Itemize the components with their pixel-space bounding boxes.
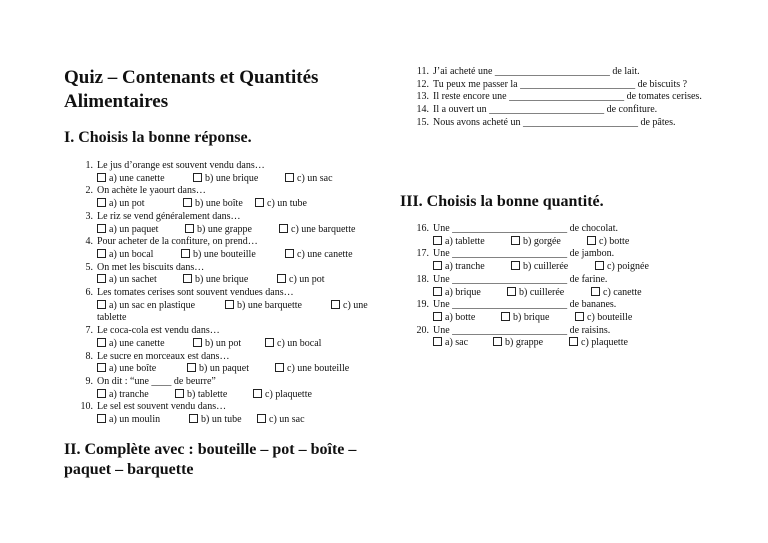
option-label: b) brique xyxy=(513,311,550,323)
option-label: a) une canette xyxy=(109,172,165,184)
fill-in-text[interactable]: Tu peux me passer la _______________________ de biscuits ? xyxy=(433,78,688,90)
answer-option[interactable] xyxy=(225,300,331,313)
option-label: c) botte xyxy=(599,235,630,247)
checkbox-icon[interactable] xyxy=(595,261,604,270)
answer-option[interactable] xyxy=(183,274,277,287)
option-label: a) un bocal xyxy=(109,248,154,260)
checkbox-icon[interactable] xyxy=(331,300,340,309)
answer-options xyxy=(433,287,710,300)
option-label: b) une boîte xyxy=(195,198,243,210)
question-text: Les tomates cerises sont souvent vendues dans… xyxy=(97,287,294,299)
option-label: b) cuillerée xyxy=(519,286,565,298)
option-label: c) poignée xyxy=(607,261,649,273)
answer-options xyxy=(433,236,710,249)
question-number: 19. xyxy=(416,299,429,311)
option-label: c) plaquette xyxy=(265,388,312,400)
answer-option[interactable] xyxy=(97,414,189,427)
checkbox-icon[interactable] xyxy=(575,312,584,321)
answer-option[interactable] xyxy=(193,173,285,186)
answer-option[interactable] xyxy=(511,261,595,274)
answer-options xyxy=(97,300,374,325)
option-label: c) une bouteille xyxy=(287,363,350,375)
checkbox-icon[interactable] xyxy=(183,274,192,283)
option-label: a) un sac en plastique xyxy=(109,299,196,311)
question-number: 16. xyxy=(416,223,429,234)
checkbox-icon[interactable] xyxy=(97,300,106,309)
answer-option[interactable] xyxy=(97,198,183,211)
option-label: b) un paquet xyxy=(199,363,249,375)
checkbox-icon[interactable] xyxy=(193,173,202,182)
option-label: a) une canette xyxy=(109,337,165,349)
checkbox-icon[interactable] xyxy=(97,338,106,347)
checkbox-icon[interactable] xyxy=(185,224,194,233)
answer-option[interactable] xyxy=(253,389,333,402)
answer-option[interactable] xyxy=(507,287,591,300)
checkbox-icon[interactable] xyxy=(187,363,196,372)
checkbox-icon[interactable] xyxy=(257,414,266,423)
question-item xyxy=(64,325,374,350)
question-text: Une _______________________ de bananes. xyxy=(433,299,617,311)
question-number: 4. xyxy=(85,236,93,248)
answer-options xyxy=(97,338,374,351)
option-label: c) canette xyxy=(603,286,642,298)
checkbox-icon[interactable] xyxy=(433,312,442,321)
option-label: a) un sachet xyxy=(109,274,157,286)
question-number: 17. xyxy=(416,248,429,260)
answer-options xyxy=(97,173,374,186)
option-label: a) sac xyxy=(445,337,469,349)
option-label: b) cuillerée xyxy=(523,261,569,273)
question-item xyxy=(64,351,374,376)
checkbox-icon[interactable] xyxy=(285,249,294,258)
option-label: b) une bouteille xyxy=(193,248,256,260)
question-item xyxy=(64,185,374,210)
answer-option[interactable] xyxy=(285,249,365,262)
question-number: 20. xyxy=(416,324,429,336)
option-label: b) gorgée xyxy=(523,235,561,247)
option-label: c) un tube xyxy=(267,198,307,210)
checkbox-icon[interactable] xyxy=(277,274,286,283)
item-number: 15. xyxy=(416,116,429,128)
page-title: Quiz – Contenants et Quantités Alimentaires xyxy=(64,67,319,112)
checkbox-icon[interactable] xyxy=(193,338,202,347)
fill-in-item xyxy=(400,91,710,104)
question-number: 5. xyxy=(85,261,93,273)
question-text: On met les biscuits dans… xyxy=(97,261,205,273)
item-number: 12. xyxy=(416,78,429,90)
question-item xyxy=(64,160,374,185)
fill-in-item xyxy=(400,104,710,117)
option-label: c) un bocal xyxy=(277,337,322,349)
answer-option[interactable] xyxy=(279,224,369,237)
question-item xyxy=(400,223,710,248)
option-label: b) une grappe xyxy=(197,223,252,235)
question-text: Le riz se vend généralement dans… xyxy=(97,210,241,222)
answer-options xyxy=(97,363,374,376)
question-number: 10. xyxy=(80,401,93,413)
answer-option[interactable] xyxy=(285,173,355,186)
answer-option[interactable] xyxy=(569,337,639,350)
section3-heading: III. Choisis la bonne quantité. xyxy=(400,193,604,210)
option-label: a) brique xyxy=(445,286,481,298)
answer-option[interactable] xyxy=(185,224,279,237)
answer-option[interactable] xyxy=(97,363,187,376)
checkbox-icon[interactable] xyxy=(591,287,600,296)
answer-option[interactable] xyxy=(97,249,181,262)
question-item xyxy=(400,274,710,299)
answer-option[interactable] xyxy=(193,338,265,351)
answer-option[interactable] xyxy=(511,236,587,249)
answer-option[interactable] xyxy=(181,249,285,262)
answer-option[interactable] xyxy=(97,338,193,351)
checkbox-icon[interactable] xyxy=(97,274,106,283)
question-item xyxy=(400,248,710,273)
checkbox-icon[interactable] xyxy=(97,173,106,182)
answer-option[interactable] xyxy=(175,389,253,402)
question-text: Le sel est souvent vendu dans… xyxy=(97,401,227,413)
question-item xyxy=(400,299,710,324)
question-text: Une _______________________ de jambon. xyxy=(433,248,615,260)
answer-options xyxy=(97,414,374,427)
checkbox-icon[interactable] xyxy=(265,338,274,347)
checkbox-icon[interactable] xyxy=(501,312,510,321)
question-item xyxy=(64,211,374,236)
option-label: c) un sac xyxy=(269,414,305,426)
answer-option[interactable] xyxy=(275,363,365,376)
checkbox-icon[interactable] xyxy=(433,337,442,346)
answer-options xyxy=(433,337,710,350)
answer-option[interactable] xyxy=(189,414,257,427)
checkbox-icon[interactable] xyxy=(511,236,520,245)
section1-heading: I. Choisis la bonne réponse. xyxy=(64,129,252,146)
question-text: Pour acheter de la confiture, on prend… xyxy=(97,236,258,248)
answer-option[interactable] xyxy=(591,287,651,300)
option-label: c) bouteille xyxy=(587,311,633,323)
checkbox-icon[interactable] xyxy=(255,198,264,207)
option-label: c) un pot xyxy=(289,274,325,286)
answer-option[interactable] xyxy=(97,224,185,237)
checkbox-icon[interactable] xyxy=(511,261,520,270)
checkbox-icon[interactable] xyxy=(97,224,106,233)
question-text: Une _______________________ de chocolat. xyxy=(433,223,618,234)
answer-option[interactable] xyxy=(277,274,337,287)
answer-option[interactable] xyxy=(433,312,501,325)
answer-options xyxy=(97,224,374,237)
section3-question-list xyxy=(400,223,710,350)
question-text: Le sucre en morceaux est dans… xyxy=(97,350,230,362)
answer-option[interactable] xyxy=(187,363,275,376)
checkbox-icon[interactable] xyxy=(97,414,106,423)
checkbox-icon[interactable] xyxy=(433,236,442,245)
question-item xyxy=(64,376,374,401)
option-label: a) un moulin xyxy=(109,414,161,426)
checkbox-icon[interactable] xyxy=(97,198,106,207)
answer-options xyxy=(97,274,374,287)
answer-option[interactable] xyxy=(183,198,255,211)
question-text: On achète le yaourt dans… xyxy=(97,185,206,197)
option-label: a) un paquet xyxy=(109,223,159,235)
option-label: b) tablette xyxy=(187,388,228,400)
question-item xyxy=(64,287,374,325)
section2-heading: II. Complète avec : bouteille – pot – boîte – paquet – barquette xyxy=(64,441,357,478)
question-number: 1. xyxy=(85,160,93,171)
fill-in-text[interactable]: Nous avons acheté un _______________________ de pâtes. xyxy=(433,116,676,128)
question-number: 9. xyxy=(85,375,93,387)
answer-options xyxy=(97,198,374,211)
answer-options xyxy=(97,249,374,262)
question-item xyxy=(64,236,374,261)
option-label: c) plaquette xyxy=(581,337,628,349)
checkbox-icon[interactable] xyxy=(285,173,294,182)
question-number: 6. xyxy=(85,287,93,299)
checkbox-icon[interactable] xyxy=(433,287,442,296)
item-number: 13. xyxy=(416,91,429,103)
answer-option[interactable] xyxy=(97,274,183,287)
checkbox-icon[interactable] xyxy=(183,198,192,207)
answer-option[interactable] xyxy=(493,337,569,350)
option-label: a) tablette xyxy=(445,235,485,247)
checkbox-icon[interactable] xyxy=(225,300,234,309)
answer-option[interactable] xyxy=(265,338,335,351)
question-text: Une _______________________ de farine. xyxy=(433,273,608,285)
question-number: 3. xyxy=(85,210,93,222)
item-number: 11. xyxy=(416,66,429,77)
question-text: Le jus d’orange est souvent vendu dans… xyxy=(97,160,265,171)
question-number: 7. xyxy=(85,325,93,337)
answer-option[interactable] xyxy=(97,300,225,313)
checkbox-icon[interactable] xyxy=(569,337,578,346)
checkbox-icon[interactable] xyxy=(433,261,442,270)
checkbox-icon[interactable] xyxy=(253,389,262,398)
option-label: c) une tablette xyxy=(97,299,368,324)
checkbox-icon[interactable] xyxy=(279,224,288,233)
checkbox-icon[interactable] xyxy=(97,249,106,258)
item-number: 14. xyxy=(416,104,429,116)
fill-in-item xyxy=(400,66,710,79)
option-label: a) une boîte xyxy=(109,363,157,375)
option-label: b) une brique xyxy=(195,274,249,286)
option-label: a) un pot xyxy=(109,198,145,210)
section2-item-list xyxy=(400,66,710,130)
question-item xyxy=(64,401,374,426)
option-label: b) grappe xyxy=(505,337,544,349)
question-number: 2. xyxy=(85,185,93,197)
checkbox-icon[interactable] xyxy=(97,389,106,398)
answer-option[interactable] xyxy=(255,198,315,211)
question-item xyxy=(64,262,374,287)
question-text: On dit : “une ____ de beurre” xyxy=(97,375,216,387)
answer-options xyxy=(433,312,710,325)
section1-question-list xyxy=(64,160,374,427)
checkbox-icon[interactable] xyxy=(587,236,596,245)
answer-option[interactable] xyxy=(433,236,511,249)
question-number: 8. xyxy=(85,350,93,362)
option-label: a) botte xyxy=(445,311,476,323)
option-label: b) un tube xyxy=(201,414,242,426)
fill-in-text[interactable]: Il a ouvert un _______________________ de confiture. xyxy=(433,104,658,116)
answer-option[interactable] xyxy=(97,173,193,186)
option-label: a) tranche xyxy=(109,388,149,400)
answer-option[interactable] xyxy=(575,312,645,325)
option-label: a) tranche xyxy=(445,261,485,273)
checkbox-icon[interactable] xyxy=(189,414,198,423)
question-number: 18. xyxy=(416,273,429,285)
checkbox-icon[interactable] xyxy=(507,287,516,296)
question-item xyxy=(400,325,710,350)
fill-in-item xyxy=(400,79,710,92)
answer-option[interactable] xyxy=(257,414,317,427)
answer-options xyxy=(433,261,710,274)
option-label: b) une barquette xyxy=(237,299,302,311)
answer-option[interactable] xyxy=(587,236,647,249)
option-label: c) un sac xyxy=(297,172,333,184)
answer-option[interactable] xyxy=(501,312,575,325)
option-label: c) une barquette xyxy=(291,223,356,235)
answer-option[interactable] xyxy=(97,389,175,402)
answer-option[interactable] xyxy=(433,337,493,350)
checkbox-icon[interactable] xyxy=(181,249,190,258)
fill-in-text[interactable]: Il reste encore une _______________________ de tomates cerises. xyxy=(433,91,702,103)
answer-option[interactable] xyxy=(433,261,511,274)
fill-in-item xyxy=(400,117,710,130)
question-text: Le coca-cola est vendu dans… xyxy=(97,325,220,337)
checkbox-icon[interactable] xyxy=(97,363,106,372)
checkbox-icon[interactable] xyxy=(275,363,284,372)
question-text: Une _______________________ de raisins. xyxy=(433,324,611,336)
checkbox-icon[interactable] xyxy=(175,389,184,398)
checkbox-icon[interactable] xyxy=(493,337,502,346)
answer-option[interactable] xyxy=(433,287,507,300)
option-label: c) une canette xyxy=(297,248,353,260)
option-label: b) une brique xyxy=(205,172,259,184)
fill-in-text[interactable]: J’ai acheté une _______________________ de lait. xyxy=(433,66,640,77)
option-label: b) un pot xyxy=(205,337,242,349)
answer-option[interactable] xyxy=(595,261,655,274)
answer-options xyxy=(97,389,374,402)
